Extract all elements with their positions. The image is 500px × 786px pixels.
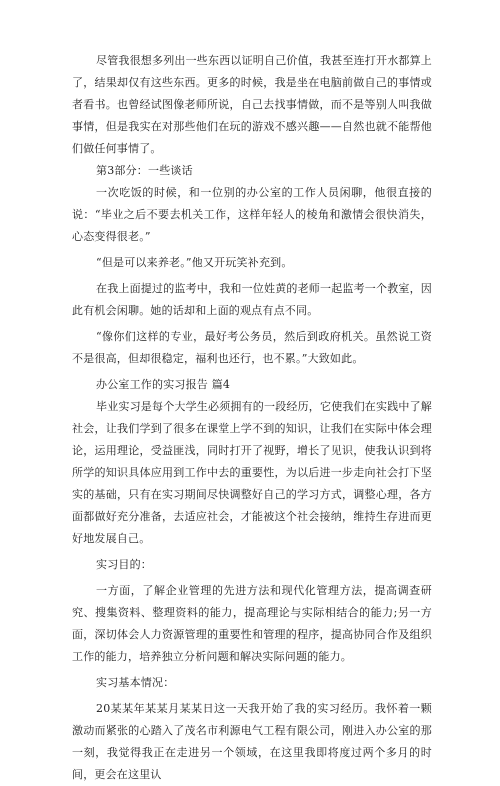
report-title: 办公室工作的实习报告 篇4 (96, 378, 231, 391)
section-heading-conversations: 第3部分：一些谈话 (96, 164, 193, 177)
paragraph-lunch-chat: 一次吃饭的时候，和一位别的办公室的工作人员闲聊，他很直接的说：“毕业之后不要去机关工作，这样年轻人的棱角和激情会很快消失，心态变得很老。” (72, 186, 432, 243)
paragraph-basic-info: 20某某年某某月某某日这一天我开始了我的实习经历。我怀着一颗激动而紧张的心踏入了茂名市利源电气工程有限公司，刚进入办公室的那一刻，我觉得我正在走进另一个领域，在这里我即将度过两个多月的时间，更会在这里认 (72, 702, 432, 781)
paragraph-joke: “但是可以来养老。”他又开玩笑补充到。 (96, 256, 293, 269)
paragraph-purpose: 一方面，了解企业管理的先进方法和现代化管理方法，提高调查研究、搜集资料、整理资料的能力，提高理论与实际相结合的能力;另一方面，深切体会人力资源管理的重要性和管理的程序，提高协同合作及组织工作的能力，培养独立分析问题和解决实际问题的能力。 (72, 584, 432, 663)
paragraph-exam-supervision: 在我上面提过的监考中，我和一位姓黄的老师一起监考一个教室，因此有机会闲聊。她的话却和上面的观点有点不同。 (72, 282, 432, 317)
paragraph-internship-intro: 毕业实习是每个大学生必须拥有的一段经历，它使我们在实践中了解社会，让我们学到了很多在课堂上学不到的知识，让我们在实际中体会理论，运用理论，受益匪浅，同时打开了视野，增长了见识，使我认识到将所学的知识具体应用到工作中去的重要性，为以后进一步走向社会打下坚实的基础，只有在实习期间尽快调整好自己的学习方式，调整心理，各方面都做好充分准备，去适应社会，才能被这个社会接纳，维持生存进而更好地发展自己。 (72, 400, 432, 545)
paragraph-job-duties: 尽管我很想多列出一些东西以证明自己价值，我甚至连打开水都算上了，结果却仅有这些东西。更多的时候，我是坐在电脑前做自己的事情或者看书。也曾经试图像老师所说，自己去找事情做，而不是等别人叫我做事情，但是我实在对那些他们在玩的游戏不感兴趣——自然也就不能帮他们做任何事情了。 (72, 54, 432, 155)
document-body (72, 50, 432, 786)
section-heading-purpose: 实习目的： (96, 558, 152, 571)
section-heading-basic-info: 实习基本情况： (96, 676, 175, 689)
paragraph-teacher-advice: “像你们这样的专业，最好考公务员，然后到政府机关。虽然说工资不是很高，但却很稳定，福利也还行，也不累。”大致如此。 (72, 330, 432, 365)
